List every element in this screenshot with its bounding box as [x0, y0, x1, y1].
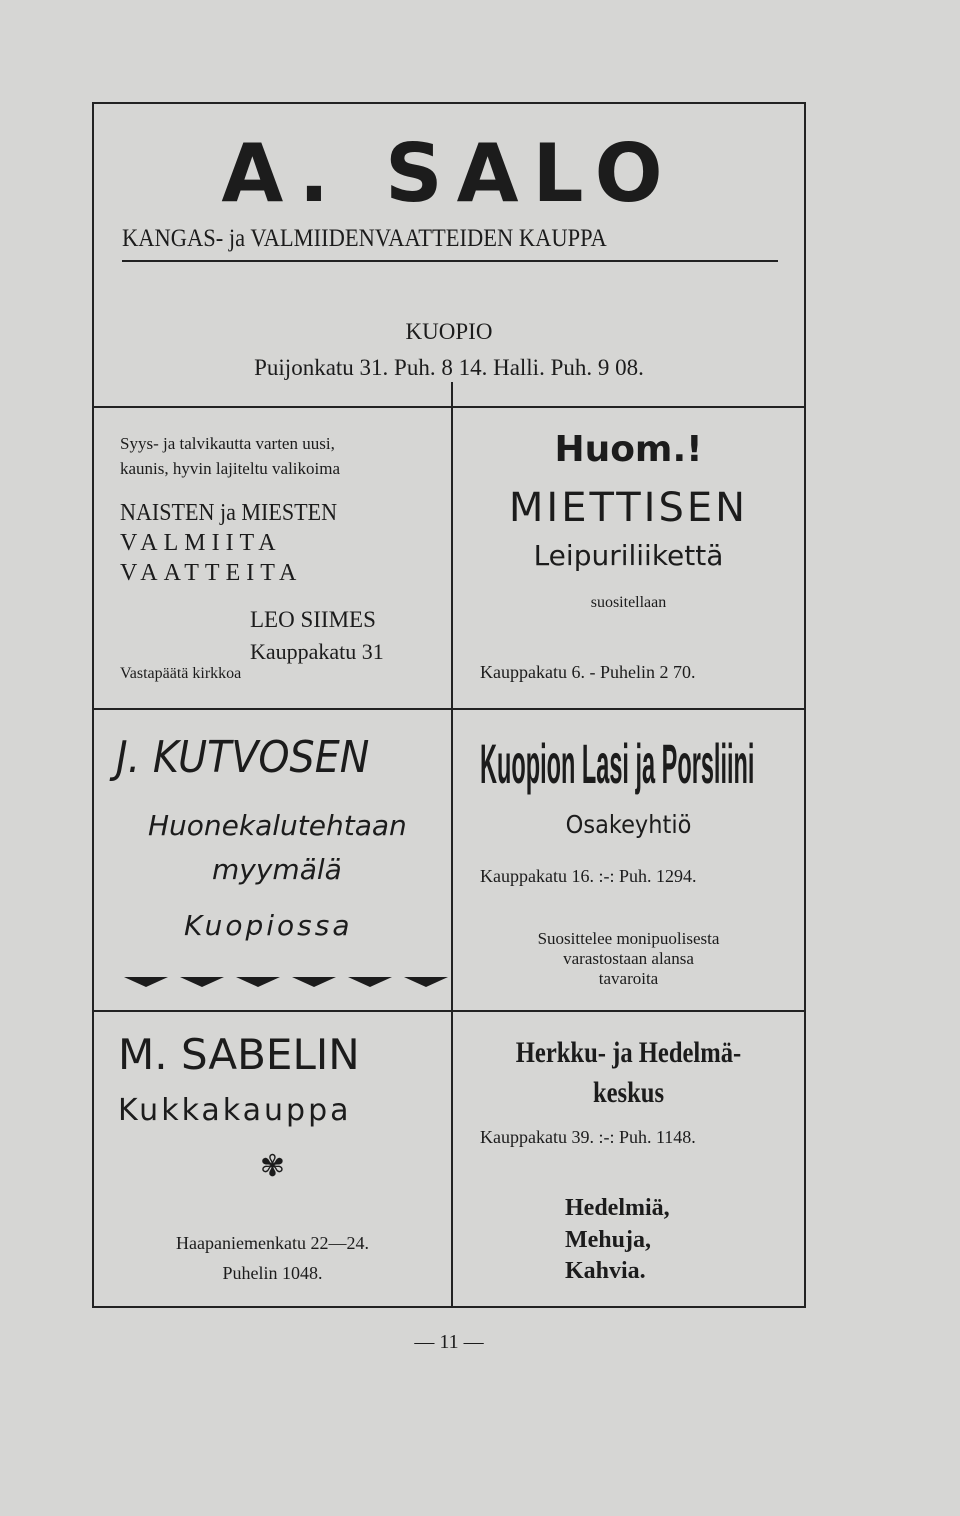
ad-salo-line1: Syys- ja talvikautta varten uusi, [120, 434, 335, 453]
address: Puijonkatu 31. Puh. 8 14. Halli. Puh. 9 08. [254, 355, 644, 380]
arrow-down-icon [404, 977, 448, 987]
ad-salo-line2: kaunis, hyvin lajiteltu valikoima [120, 459, 341, 478]
ad-salo-line5: VAATTEITA [120, 560, 303, 586]
ad-miettinen-address: Kauppakatu 6. - Puhelin 2 70. [480, 662, 696, 682]
ad-miettinen-name: MIETTISEN [508, 485, 749, 531]
ad-salo-line4: VALMIITA [120, 530, 282, 556]
ad-lasi-name: Kuopion Lasi ja Porsliini [480, 732, 755, 795]
ad-sabelin-name: M. SABELIN [118, 1030, 360, 1079]
ad-herkku-line2: keskus [592, 1076, 665, 1109]
ad-herkku-item1: Hedelmiä, [565, 1195, 670, 1221]
ad-miettinen-business: Leipuriliikettä [533, 539, 724, 572]
ad-sabelin-business: Kukkakauppa [118, 1093, 352, 1128]
ad-lasi-line1: Suosittelee monipuolisesta [537, 929, 720, 948]
arrow-down-icon [348, 977, 392, 987]
ad-kutvonen-line1: Huonekalutehtaan [148, 809, 407, 842]
ad-herkku-line1: Herkku- ja Hedelmä- [515, 1036, 742, 1069]
ad-lasi-company: Osakeyhtiö [565, 810, 692, 839]
ad-lasi-line2: varastostaan alansa [563, 949, 694, 968]
arrow-down-icon [124, 977, 168, 987]
ad-kutvonen-name: J. KUTVOSEN [116, 732, 370, 783]
ad-salo-street: Kauppakatu 31 [250, 639, 384, 664]
ad-herkku-item3: Kahvia. [565, 1258, 646, 1284]
ad-herkku-item2: Mehuja, [565, 1227, 651, 1253]
page-title: A. SALO [221, 127, 677, 220]
ad-sabelin-address: Haapaniemenkatu 22—24. [176, 1233, 369, 1253]
divider-row2 [94, 1010, 804, 1012]
ad-salo-note: Vastapäätä kirkkoa [120, 665, 242, 682]
ad-salo-line3: NAISTEN ja MIESTEN [120, 500, 338, 526]
ad-kutvonen-line3: Kuopiossa [184, 909, 353, 942]
ad-lasi-address: Kauppakatu 16. :-: Puh. 1294. [480, 866, 697, 886]
ad-kutvonen-line2: myymälä [212, 853, 342, 886]
ad-miettinen-huom: Huom.! [554, 429, 703, 470]
divider-row1 [94, 708, 804, 710]
divider-header [94, 406, 804, 408]
subtitle-underline [122, 260, 778, 262]
ad-herkku-address: Kauppakatu 39. :-: Puh. 1148. [480, 1127, 696, 1147]
ad-sabelin-phone: Puhelin 1048. [222, 1263, 323, 1283]
flower-ornament-icon: ✾ [259, 1149, 286, 1184]
ad-miettinen-recommend: suositellaan [590, 594, 667, 611]
arrow-ornament-row [118, 974, 454, 990]
page-subtitle: KANGAS- ja VALMIIDENVAATTEIDEN KAUPPA [122, 225, 607, 252]
arrow-down-icon [236, 977, 280, 987]
arrow-down-icon [292, 977, 336, 987]
arrow-down-icon [180, 977, 224, 987]
ad-salo-name: LEO SIIMES [250, 607, 376, 632]
ad-lasi-line3: tavaroita [598, 969, 659, 988]
city: KUOPIO [405, 319, 493, 344]
page-number: — 11 — [414, 1331, 484, 1353]
